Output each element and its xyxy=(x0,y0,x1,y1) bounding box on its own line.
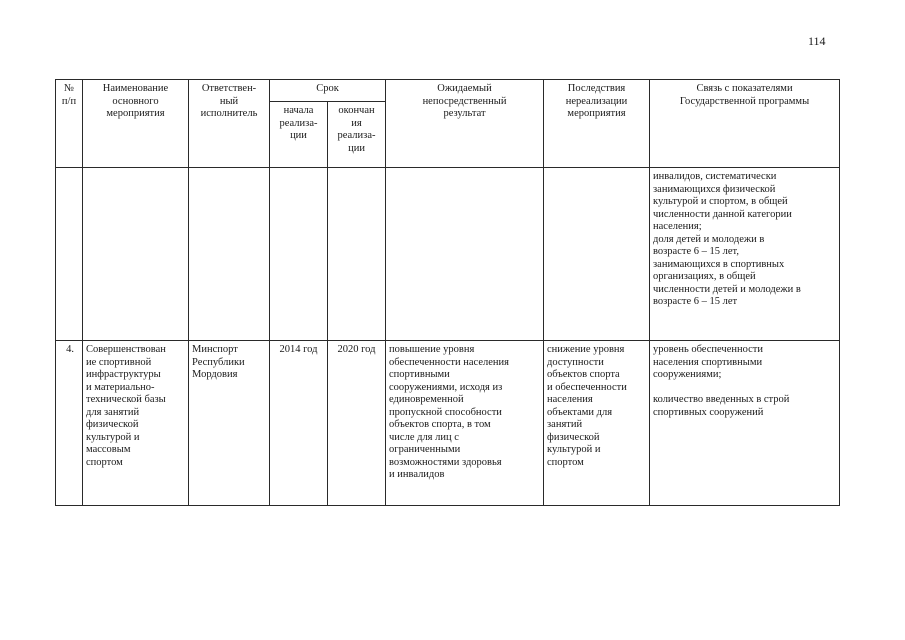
cell-consequences: снижение уровня доступности объектов спорта и обеспеченности населения объектами для занятий физической культурой и спортом xyxy=(544,341,650,506)
cell-num xyxy=(56,168,83,341)
cell-start xyxy=(270,168,328,341)
cell-link: уровень обеспеченности населения спортивными сооружениями; количество введенных в строй спортивных сооружений xyxy=(650,341,840,506)
cell-expected xyxy=(386,168,544,341)
cell-expected: повышение уровня обеспеченности населения спортивными сооружениями, исходя из единовременной пропускной способности объектов спорта, в том числе для лиц с ограниченными возможностями здоровья и инвалидов xyxy=(386,341,544,506)
header-expected-result: Ожидаемый непосредственный результат xyxy=(386,80,544,168)
table-row xyxy=(56,168,840,341)
header-term-end: окончан ия реализа- ции xyxy=(328,102,386,168)
header-row xyxy=(56,80,840,102)
cell-consequences xyxy=(544,168,650,341)
cell-name: Совершенствован ие спортивной инфраструктуры и материально- технической базы для занятий физической культурой и массовым спортом xyxy=(83,341,189,506)
cell-name xyxy=(83,168,189,341)
header-num: № п/п xyxy=(56,80,83,168)
cell-end: 2020 год xyxy=(328,341,386,506)
header-name: Наименование основного мероприятия xyxy=(83,80,189,168)
table-row xyxy=(56,341,840,506)
cell-end xyxy=(328,168,386,341)
cell-num: 4. xyxy=(56,341,83,506)
cell-responsible xyxy=(189,168,270,341)
header-consequences: Последствия нереализации мероприятия xyxy=(544,80,650,168)
header-term-start: начала реализа- ции xyxy=(270,102,328,168)
header-term: Срок xyxy=(270,80,386,102)
header-responsible: Ответствен- ный исполнитель xyxy=(189,80,270,168)
cell-start: 2014 год xyxy=(270,341,328,506)
page-number: 114 xyxy=(808,34,826,48)
activities-table xyxy=(55,79,840,506)
cell-responsible: Минспорт Республики Мордовия xyxy=(189,341,270,506)
header-link-indicators: Связь с показателями Государственной программы xyxy=(650,80,840,168)
cell-link: инвалидов, систематически занимающихся физической культурой и спортом, в общей численности данной категории населения; доля детей и молодежи в возрасте 6 – 15 лет, занимающихся в спортивных организациях, в общей численности детей и молодежи в возрасте 6 – 15 лет xyxy=(650,168,840,341)
